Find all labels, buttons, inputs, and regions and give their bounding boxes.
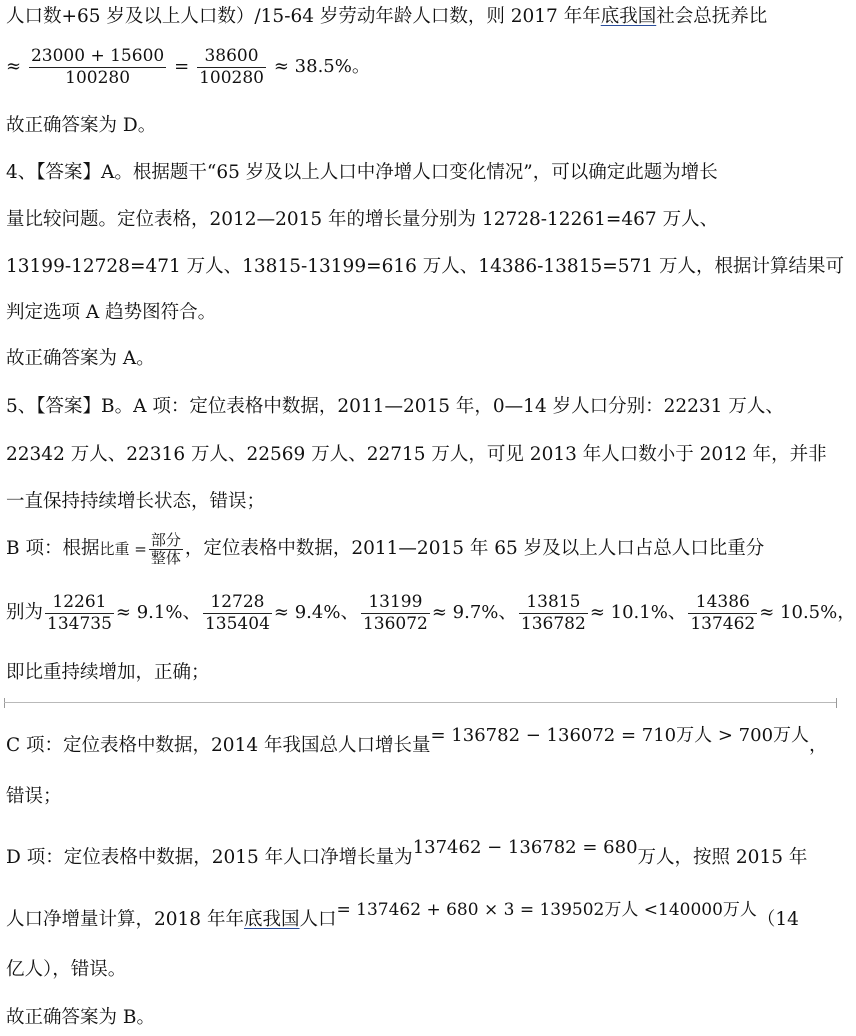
text-segment: 人口数+65 岁及以上人口数）/15-64 岁劳动年龄人口数，则 2017 年年 (6, 6, 601, 27)
text-segment: 13199-12728=471 万人、13815-13199=616 万人、14386-13815=571 万人，根据计算结果可 (6, 256, 844, 277)
text-segment: 别为 (6, 602, 44, 623)
separator: 、 (498, 602, 517, 623)
text-segment: 即比重持续增加，正确； (6, 662, 210, 683)
text-segment: 社会总抚养比 (656, 6, 768, 27)
ratio-list (43, 591, 856, 634)
ratio-result: ≈ 9.1% (115, 602, 183, 623)
numerator: 12261 (45, 592, 114, 614)
text-line (6, 300, 837, 326)
text-segment: B 项：根据 (6, 538, 100, 559)
denominator: 136782 (520, 613, 586, 634)
numerator: 13815 (519, 592, 588, 614)
numerator: 23000 + 15600 (30, 45, 165, 66)
page-break-rule (4, 702, 837, 703)
text-line (6, 394, 837, 420)
text-line (6, 254, 844, 280)
numerator: 12728 (203, 592, 272, 614)
formula: = 136782 − 136072 = 710万人 > 700万人 (430, 725, 810, 746)
text-segment: （14 (756, 909, 799, 930)
underlined-text: 底我国 (600, 6, 657, 27)
text-line (6, 113, 837, 139)
text-segment: C 项：定位表格中数据，2014 年我国总人口增长量 (6, 735, 431, 756)
text-segment: 量比较问题。定位表格，2012—2015 年的增长量分别为 12728-12261=467 万人、 (6, 209, 719, 230)
numerator: 13199 (361, 592, 430, 614)
fraction (149, 532, 183, 567)
text-line (6, 4, 837, 30)
separator: 、 (182, 602, 201, 623)
text-line (6, 784, 837, 810)
ratio-result: ≈ 9.7% (431, 602, 499, 623)
denominator: 135404 (204, 613, 270, 634)
text-line (6, 160, 837, 186)
formula-line (6, 590, 856, 640)
ratio-result: ≈ 10.5% (759, 602, 838, 623)
text-segment: 错误； (6, 786, 62, 807)
equals-sign: = (174, 56, 190, 77)
text-segment: 故正确答案为 A。 (6, 348, 155, 369)
denominator: 100280 (199, 67, 264, 88)
formula-lhs: 比重 = (99, 540, 147, 558)
denominator: 134735 (47, 613, 112, 634)
ratio-result: ≈ 9.4% (273, 602, 341, 623)
separator: 、 (667, 602, 687, 623)
formula: 137462 − 136782 = 680 (412, 837, 638, 858)
page-corner-mark (4, 698, 5, 708)
formula: = 137462 + 680 × 3 = 139502万人 <140000万人 (336, 900, 757, 920)
fraction (197, 46, 266, 89)
text-segment: 一直保持持续增长状态，错误； (6, 491, 266, 512)
text-line (6, 207, 837, 233)
text-line (6, 489, 837, 515)
denominator: 137462 (690, 613, 756, 634)
page-break (0, 698, 841, 708)
text-segment: ， (809, 735, 828, 756)
separator: ， (837, 602, 856, 623)
text-line (6, 346, 837, 372)
denominator: 136072 (362, 613, 428, 634)
denominator: 100280 (65, 67, 131, 88)
period: 。 (351, 56, 371, 77)
separator: 、 (340, 602, 359, 623)
page-corner-mark (836, 698, 837, 708)
text-segment: D 项：定位表格中数据，2015 年人口净增长量为 (6, 847, 413, 868)
fraction (29, 46, 166, 89)
numerator: 14386 (688, 592, 757, 614)
formula-line (6, 44, 837, 94)
underlined-text: 底我国 (243, 909, 300, 930)
ratio-fraction (45, 592, 114, 635)
ratio-fraction (203, 592, 272, 635)
numerator: 部分 (150, 530, 181, 549)
text-segment: 人口 (299, 909, 337, 930)
text-segment: 故正确答案为 D。 (6, 115, 157, 136)
text-segment: 5、【答案】B。A 项：定位表格中数据，2011—2015 年，0—14 岁人口分别：22231 万人、 (6, 396, 784, 417)
approx-sign: ≈ (6, 56, 22, 77)
ratio-fraction (688, 592, 757, 635)
text-segment: 亿人），错误。 (6, 959, 127, 980)
text-segment: ，定位表格中数据，2011—2015 年 65 岁及以上人口占总人口比重分 (184, 538, 765, 559)
text-line (6, 442, 837, 468)
text-segment: 万人，按照 2015 年 (637, 847, 808, 868)
ratio-fraction (519, 592, 588, 635)
text-line (6, 837, 837, 871)
text-line (6, 527, 837, 575)
text-segment: 4、【答案】A。根据题干“65 岁及以上人口中净增人口变化情况”，可以确定此题为增长 (6, 162, 718, 183)
denominator: 整体 (150, 548, 181, 567)
ratio-fraction (361, 592, 430, 635)
result: ≈ 38.5% (273, 56, 352, 77)
numerator: 38600 (197, 46, 266, 68)
text-segment: 判定选项 A 趋势图符合。 (6, 302, 217, 323)
text-line (6, 1005, 837, 1031)
text-segment: 人口净增量计算，2018 年年 (6, 909, 244, 930)
text-segment: 故正确答案为 B。 (6, 1007, 155, 1028)
text-line (6, 900, 837, 933)
text-segment: 22342 万人、22316 万人、22569 万人、22715 万人，可见 2013 年人口数小于 2012 年，并非 (6, 444, 827, 465)
text-line (6, 725, 837, 759)
text-line (6, 660, 837, 686)
text-line (6, 957, 837, 983)
ratio-result: ≈ 10.1% (589, 602, 668, 623)
